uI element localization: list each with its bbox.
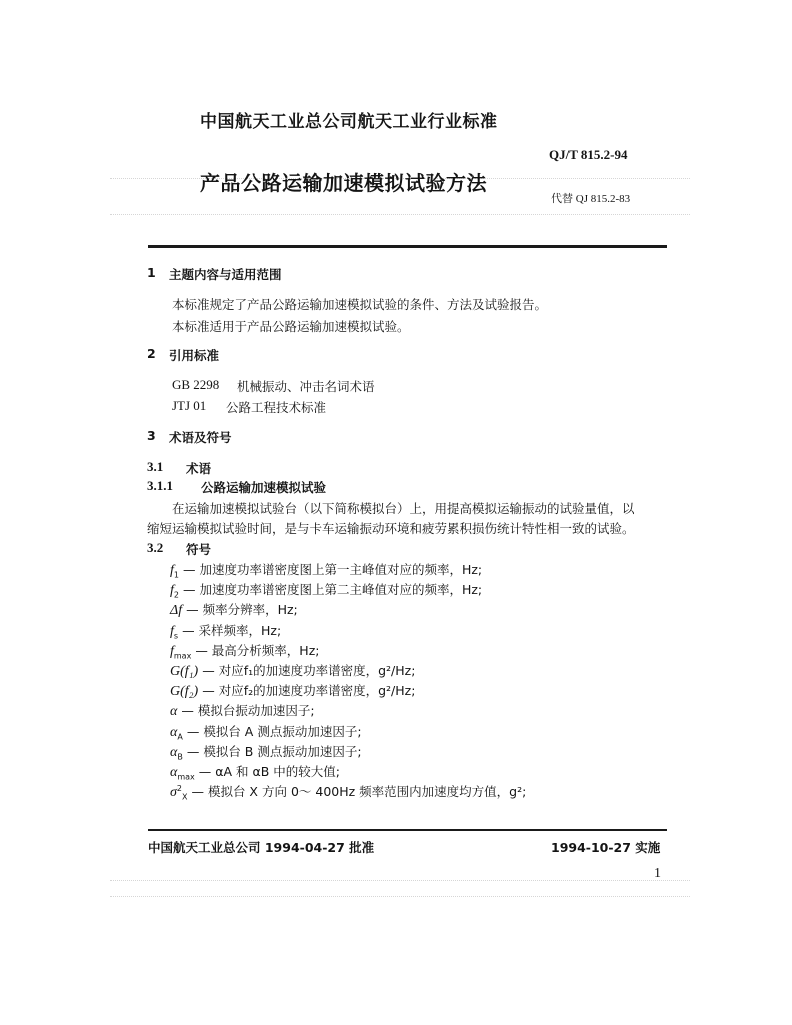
symbol-argument: (f₂) [180,684,199,700]
header-rule [148,245,667,248]
symbol-description: — 模拟台 X 方向 0～ 400Hz 频率范围内加速度均方值，g²; [191,784,527,800]
section-1-paragraph-1: 本标准规定了产品公路运输加速模拟试验的条件、方法及试验报告。 [172,297,548,312]
section-2-heading: 引用标准 [169,348,220,363]
section-3-number: 3 [147,428,156,443]
scan-noise [110,896,690,897]
symbol-row [170,661,415,680]
symbol-name: f [170,623,174,639]
symbol-row [170,621,281,641]
section-3-1-heading: 术语 [186,461,212,476]
symbol-name: α [170,765,178,780]
approval-line: 中国航天工业总公司 1994-04-27 批准 [148,840,375,855]
symbol-subscript: max [173,651,192,661]
symbol-description: — 模拟台振动加速因子; [181,703,315,719]
symbol-description: — 频率分辨率，Hz; [186,602,298,618]
effective-line: 1994-10-27 实施 [551,840,661,855]
section-3-1-1-number: 3.1.1 [147,478,173,493]
reference-1-title: 机械振动、冲击名词术语 [237,379,375,394]
section-3-heading: 术语及符号 [169,430,232,445]
replaces-standard: 代替 QJ 815.2-83 [551,193,631,205]
symbol-name: G [170,664,181,679]
symbol-description: — 加速度功率谱密度图上第一主峰值对应的频率，Hz; [182,562,483,577]
symbol-subscript: B [177,752,183,762]
standard-organization-title: 中国航天工业总公司航天工业行业标准 [200,112,498,132]
symbol-row [170,560,482,580]
symbol-subscript: 2 [173,590,179,600]
symbol-name: Δf [170,603,183,619]
reference-2-code: JTJ 01 [172,398,207,413]
section-2-number: 2 [147,346,156,361]
symbol-subscript: A [177,732,183,742]
symbol-row [170,742,362,762]
scan-noise [110,880,690,881]
symbol-name: f [170,643,174,659]
section-3-1-number: 3.1 [147,459,164,474]
definition-line-1: 在运输加速模拟试验台（以下简称模拟台）上，用提高模拟运输振动的试验量值，以 [172,501,635,516]
symbol-row [170,722,362,742]
symbol-name: α [170,744,178,760]
symbol-name: α [170,704,178,720]
symbol-name: f [170,583,174,599]
standard-code: QJ/T 815.2-94 [549,147,628,162]
symbol-subscript: s [173,631,179,641]
symbol-description: — 最高分析频率，Hz; [195,642,320,658]
symbol-name: f [170,563,174,578]
symbol-description: — αA 和 αB 中的较大值; [198,764,341,779]
page-number: 1 [654,866,661,881]
symbol-description: — 采样频率，Hz; [182,622,282,638]
section-1-number: 1 [147,265,156,280]
symbol-row [170,701,315,720]
symbol-row [170,762,340,782]
symbol-description: — 加速度功率谱密度图上第二主峰值对应的频率，Hz; [182,582,483,598]
symbol-subscript: 1 [173,570,179,580]
symbol-name: α [170,724,178,740]
symbol-row [170,600,298,619]
symbol-subscript: X [182,792,188,802]
symbol-row [170,580,482,600]
symbol-description: — 模拟台 A 测点振动加速因子; [186,723,362,739]
symbol-name: σ [170,785,177,801]
symbol-description: — 对应f₁的加速度功率谱密度，g²/Hz; [202,663,416,678]
document-title: 产品公路运输加速模拟试验方法 [200,171,487,195]
symbol-row [170,782,526,802]
section-3-1-1-heading: 公路运输加速模拟试验 [201,480,327,495]
symbol-superscript: 2 [176,784,182,794]
symbol-row [170,641,319,661]
footer-rule [148,829,667,831]
reference-2-title: 公路工程技术标准 [226,400,327,415]
symbol-name: G [170,684,181,700]
section-3-2-number: 3.2 [147,540,164,555]
scan-noise [110,214,690,215]
reference-1-code: GB 2298 [172,377,220,392]
symbol-subscript: max [177,772,195,782]
symbol-row [170,681,415,700]
section-1-paragraph-2: 本标准适用于产品公路运输加速模拟试验。 [172,319,410,334]
symbol-description: — 对应f₂的加速度功率谱密度，g²/Hz; [202,683,416,699]
section-1-heading: 主题内容与适用范围 [169,267,282,282]
symbol-argument: (f₁) [180,664,199,679]
symbol-description: — 模拟台 B 测点振动加速因子; [186,743,362,759]
definition-line-2: 缩短运输模拟试验时间，是与卡车运输振动环境和疲劳累积损伤统计特性相一致的试验。 [147,521,635,536]
section-3-2-heading: 符号 [186,542,212,557]
